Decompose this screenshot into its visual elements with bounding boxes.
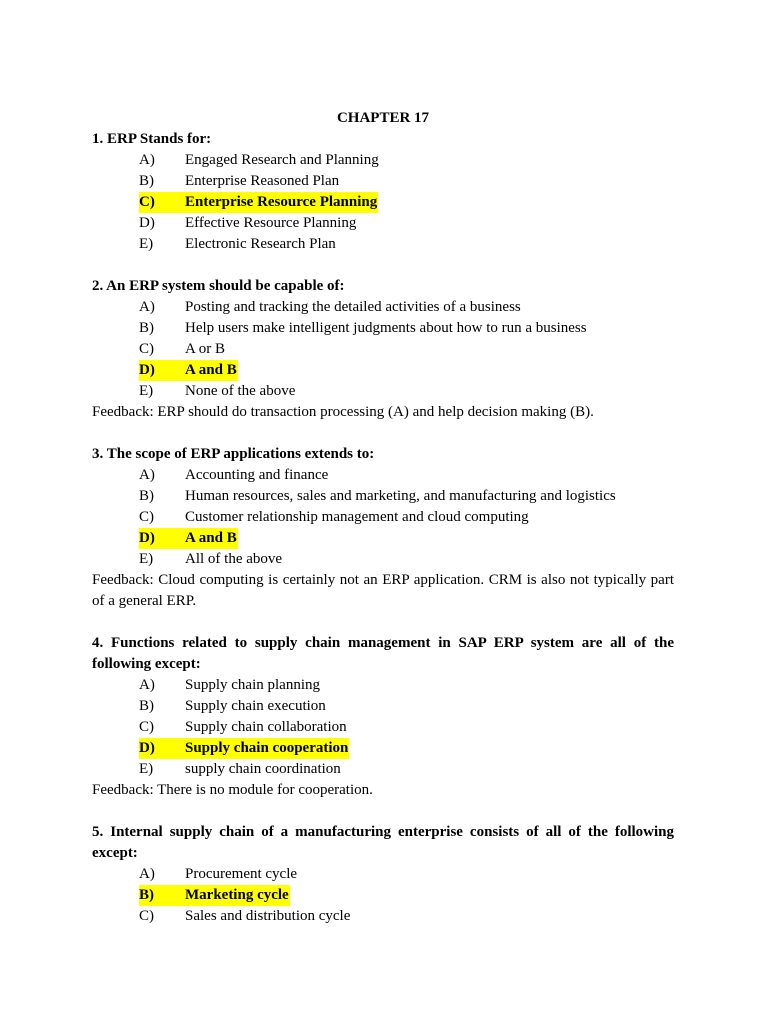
- chapter-title: CHAPTER 17: [336, 110, 430, 126]
- answer-option: [92, 759, 674, 780]
- option-letter: E): [139, 383, 154, 399]
- option-text: Enterprise Resource Planning: [185, 194, 378, 210]
- answer-row: [139, 339, 225, 360]
- answer-highlight: [139, 738, 349, 759]
- option-text: Posting and tracking the detailed activities of a business: [185, 299, 521, 315]
- answer-row: [139, 465, 328, 486]
- option-text: A or B: [185, 341, 226, 357]
- option-letter: D): [139, 530, 155, 546]
- answer-option: [92, 717, 674, 738]
- correct-answer-option: [92, 528, 674, 549]
- question-stem: 2. An ERP system should be capable of:: [92, 278, 345, 294]
- answer-option: [92, 864, 674, 885]
- answer-row: [139, 234, 336, 255]
- answer-row: [139, 759, 341, 780]
- feedback-text: Feedback: ERP should do transaction processing (A) and help decision making (B).: [92, 404, 594, 420]
- option-text: Supply chain planning: [185, 677, 320, 693]
- option-text: None of the above: [185, 383, 296, 399]
- option-text: Human resources, sales and marketing, and manufacturing and logistics: [185, 488, 616, 504]
- feedback-text: Feedback: There is no module for cooperation.: [92, 782, 373, 798]
- answer-row: [139, 507, 529, 528]
- answer-option: [92, 318, 674, 339]
- answer-option: [92, 696, 674, 717]
- answer-row: [139, 318, 587, 339]
- option-text: A and B: [185, 530, 237, 546]
- option-letter: B): [139, 173, 154, 189]
- question-stem: 3. The scope of ERP applications extends to:: [92, 446, 375, 462]
- answer-highlight: [139, 192, 378, 213]
- question-block: [92, 276, 674, 423]
- answer-row: [139, 906, 350, 927]
- option-list: [92, 465, 674, 570]
- question-block: [92, 129, 674, 255]
- answer-option: [92, 339, 674, 360]
- question-stem: 4. Functions related to supply chain management in SAP ERP system are all of the following except:: [92, 635, 674, 672]
- answer-highlight: [139, 885, 290, 906]
- answer-row: [139, 150, 379, 171]
- answer-option: [92, 507, 674, 528]
- option-text: Customer relationship management and cloud computing: [185, 509, 529, 525]
- option-text: Electronic Research Plan: [185, 236, 336, 252]
- question-block: [92, 822, 674, 927]
- option-text: Engaged Research and Planning: [185, 152, 379, 168]
- question-stem: 5. Internal supply chain of a manufacturing enterprise consists of all of the following except:: [92, 824, 674, 861]
- document-page: [92, 108, 674, 927]
- option-letter: B): [139, 698, 154, 714]
- option-text: A and B: [185, 362, 237, 378]
- answer-option: [92, 150, 674, 171]
- option-list: [92, 297, 674, 402]
- answer-highlight: [139, 528, 238, 549]
- correct-answer-option: [92, 885, 674, 906]
- answer-option: [92, 486, 674, 507]
- option-letter: C): [139, 341, 154, 357]
- answer-option: [92, 381, 674, 402]
- option-text: Enterprise Reasoned Plan: [185, 173, 340, 189]
- correct-answer-option: [92, 360, 674, 381]
- answer-row: [139, 717, 347, 738]
- question-block: [92, 444, 674, 612]
- answer-row: [139, 297, 521, 318]
- option-letter: A): [139, 677, 155, 693]
- answer-row: [139, 486, 616, 507]
- question-stem: 1. ERP Stands for:: [92, 131, 212, 147]
- option-letter: E): [139, 551, 154, 567]
- option-letter: C): [139, 908, 154, 924]
- answer-option: [92, 549, 674, 570]
- answer-row: [139, 864, 297, 885]
- option-text: Supply chain cooperation: [185, 740, 349, 756]
- answer-row: [139, 696, 326, 717]
- correct-answer-option: [92, 192, 674, 213]
- option-list: [92, 675, 674, 780]
- answer-row: [139, 213, 356, 234]
- option-list: [92, 864, 674, 927]
- option-text: Supply chain execution: [185, 698, 326, 714]
- option-text: Supply chain collaboration: [185, 719, 347, 735]
- option-letter: B): [139, 887, 154, 903]
- option-text: supply chain coordination: [185, 761, 341, 777]
- option-letter: A): [139, 467, 155, 483]
- option-letter: C): [139, 509, 154, 525]
- answer-highlight: [139, 360, 238, 381]
- option-letter: E): [139, 761, 154, 777]
- option-text: Accounting and finance: [185, 467, 329, 483]
- option-letter: C): [139, 719, 154, 735]
- option-text: Sales and distribution cycle: [185, 908, 351, 924]
- answer-row: [139, 381, 295, 402]
- option-letter: A): [139, 299, 155, 315]
- feedback-text: Feedback: Cloud computing is certainly not an ERP application. CRM is also not typically part of a general ERP.: [92, 572, 674, 609]
- question-block: [92, 633, 674, 801]
- option-letter: D): [139, 215, 155, 231]
- answer-option: [92, 675, 674, 696]
- option-text: All of the above: [185, 551, 283, 567]
- option-text: Procurement cycle: [185, 866, 298, 882]
- answer-option: [92, 906, 674, 927]
- option-text: Effective Resource Planning: [185, 215, 357, 231]
- answer-option: [92, 465, 674, 486]
- option-text: Marketing cycle: [185, 887, 289, 903]
- option-letter: D): [139, 740, 155, 756]
- option-letter: E): [139, 236, 154, 252]
- question-list: [92, 129, 674, 927]
- option-letter: D): [139, 362, 155, 378]
- option-text: Help users make intelligent judgments about how to run a business: [185, 320, 587, 336]
- answer-row: [139, 675, 320, 696]
- option-letter: C): [139, 194, 155, 210]
- answer-row: [139, 171, 339, 192]
- answer-option: [92, 213, 674, 234]
- answer-row: [139, 549, 282, 570]
- correct-answer-option: [92, 738, 674, 759]
- option-letter: A): [139, 152, 155, 168]
- option-list: [92, 150, 674, 255]
- answer-option: [92, 297, 674, 318]
- option-letter: A): [139, 866, 155, 882]
- answer-option: [92, 171, 674, 192]
- option-letter: B): [139, 488, 154, 504]
- answer-option: [92, 234, 674, 255]
- option-letter: B): [139, 320, 154, 336]
